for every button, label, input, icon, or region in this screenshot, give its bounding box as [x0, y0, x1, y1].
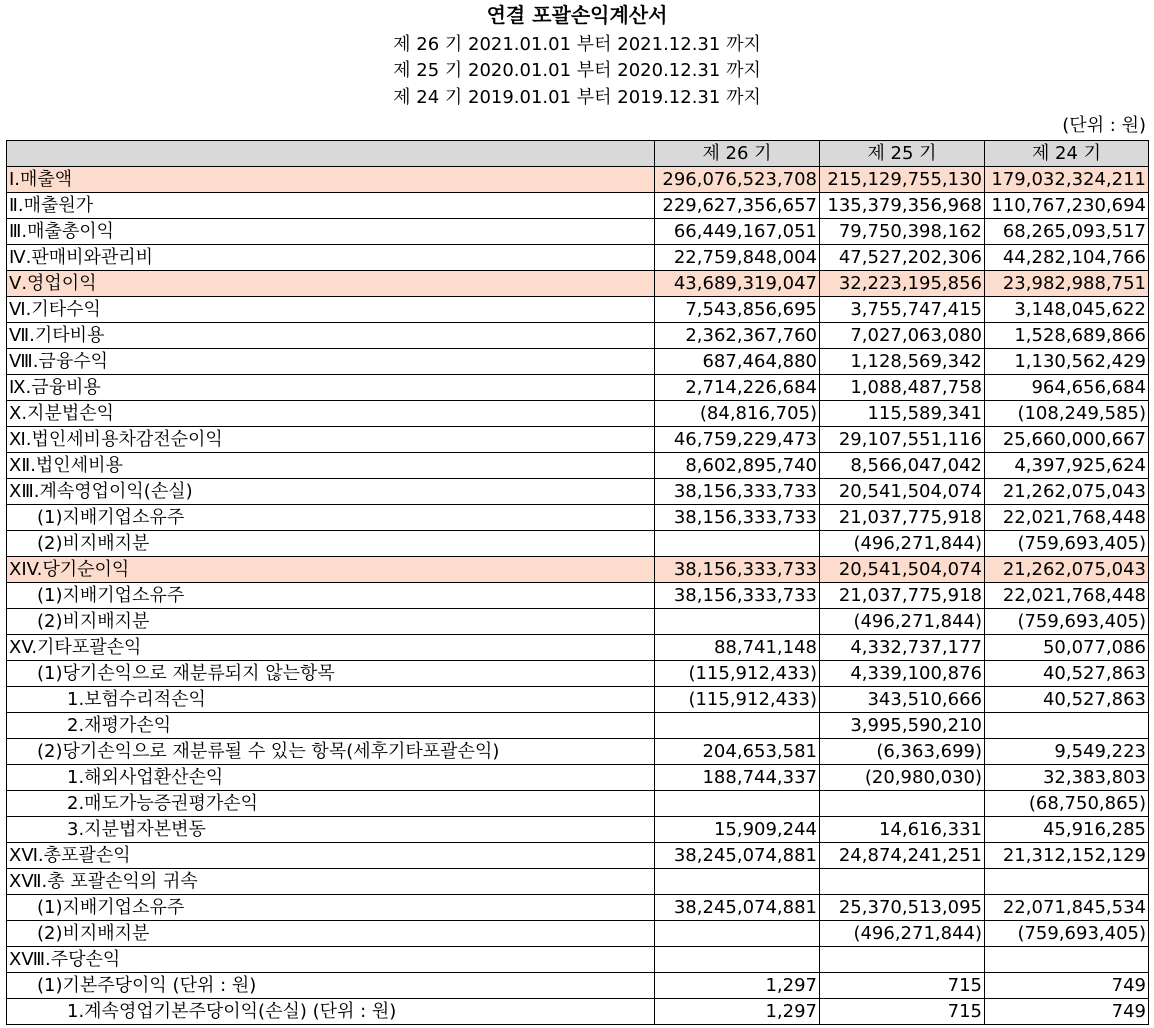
table-row — [7, 323, 1149, 349]
value-period-26: 296,076,523,708 — [655, 167, 820, 193]
value-period-25: 1,128,569,342 — [820, 349, 985, 375]
value-period-24: 22,071,845,534 — [985, 895, 1149, 921]
value-period-25: 4,339,100,876 — [820, 661, 985, 687]
table-row — [7, 453, 1149, 479]
unit-label: (단위 : 원) — [1062, 115, 1146, 136]
row-label: 2.재평가손익 — [7, 713, 655, 739]
value-period-26: (84,816,705) — [655, 401, 820, 427]
value-period-25: 343,510,666 — [820, 687, 985, 713]
table-row — [7, 765, 1149, 791]
value-period-24: (759,693,405) — [985, 531, 1149, 557]
value-period-24 — [985, 869, 1149, 895]
row-label: Ⅳ.판매비와관리비 — [7, 245, 655, 271]
value-period-26: 43,689,319,047 — [655, 271, 820, 297]
value-period-24: 4,397,925,624 — [985, 453, 1149, 479]
table-row — [7, 713, 1149, 739]
table-row — [7, 271, 1149, 297]
value-period-25: 715 — [820, 973, 985, 999]
table-row — [7, 193, 1149, 219]
row-label: (1)지배기업소유주 — [7, 505, 655, 531]
row-label: 1.보험수리적손익 — [7, 687, 655, 713]
value-period-24: 40,527,863 — [985, 661, 1149, 687]
column-header-period-25: 제 25 기 — [820, 141, 985, 167]
column-header-period-26: 제 26 기 — [655, 141, 820, 167]
row-label: Ⅰ.매출액 — [7, 167, 655, 193]
table-row — [7, 531, 1149, 557]
table-row — [7, 687, 1149, 713]
value-period-24: 23,982,988,751 — [985, 271, 1149, 297]
value-period-24: 32,383,803 — [985, 765, 1149, 791]
value-period-26: 38,156,333,733 — [655, 505, 820, 531]
value-period-26: 38,156,333,733 — [655, 583, 820, 609]
value-period-24: 9,549,223 — [985, 739, 1149, 765]
value-period-24: 21,262,075,043 — [985, 557, 1149, 583]
table-row — [7, 167, 1149, 193]
value-period-24: (108,249,585) — [985, 401, 1149, 427]
row-label: (1)지배기업소유주 — [7, 895, 655, 921]
table-row — [7, 583, 1149, 609]
value-period-24: 749 — [985, 999, 1149, 1025]
row-label: (2)비지배지분 — [7, 921, 655, 947]
value-period-24: 22,021,768,448 — [985, 583, 1149, 609]
value-period-25: 3,995,590,210 — [820, 713, 985, 739]
table-row — [7, 635, 1149, 661]
value-period-26: 38,156,333,733 — [655, 479, 820, 505]
value-period-25: (496,271,844) — [820, 531, 985, 557]
row-label: Ⅷ.금융수익 — [7, 349, 655, 375]
value-period-26: 66,449,167,051 — [655, 219, 820, 245]
value-period-25: 7,027,063,080 — [820, 323, 985, 349]
value-period-25: 47,527,202,306 — [820, 245, 985, 271]
value-period-25: 135,379,356,968 — [820, 193, 985, 219]
value-period-26: 229,627,356,657 — [655, 193, 820, 219]
table-row — [7, 973, 1149, 999]
value-period-24: (759,693,405) — [985, 609, 1149, 635]
table-row — [7, 661, 1149, 687]
table-row — [7, 999, 1149, 1025]
value-period-26 — [655, 947, 820, 973]
row-label: (2)비지배지분 — [7, 609, 655, 635]
value-period-24: 68,265,093,517 — [985, 219, 1149, 245]
row-label: Ⅶ.기타비용 — [7, 323, 655, 349]
value-period-25: 29,107,551,116 — [820, 427, 985, 453]
row-label: Ⅵ.기타수익 — [7, 297, 655, 323]
value-period-26: 22,759,848,004 — [655, 245, 820, 271]
value-period-24 — [985, 947, 1149, 973]
value-period-24: 964,656,684 — [985, 375, 1149, 401]
value-period-25: 8,566,047,042 — [820, 453, 985, 479]
value-period-26: 15,909,244 — [655, 817, 820, 843]
table-row — [7, 609, 1149, 635]
period-line-24: 제 24 기 2019.01.01 부터 2019.12.31 까지 — [393, 87, 761, 108]
value-period-25: (496,271,844) — [820, 921, 985, 947]
value-period-25: 20,541,504,074 — [820, 557, 985, 583]
period-line-26: 제 26 기 2021.01.01 부터 2021.12.31 까지 — [393, 34, 761, 55]
value-period-24: 25,660,000,667 — [985, 427, 1149, 453]
value-period-25: 3,755,747,415 — [820, 297, 985, 323]
value-period-25: 79,750,398,162 — [820, 219, 985, 245]
value-period-24: 110,767,230,694 — [985, 193, 1149, 219]
row-label: XV.기타포괄손익 — [7, 635, 655, 661]
value-period-25: (496,271,844) — [820, 609, 985, 635]
row-label: 3.지분법자본변동 — [7, 817, 655, 843]
table-row — [7, 895, 1149, 921]
table-row — [7, 843, 1149, 869]
row-label: (2)당기손익으로 재분류될 수 있는 항목(세후기타포괄손익) — [7, 739, 655, 765]
value-period-25: 21,037,775,918 — [820, 505, 985, 531]
table-row — [7, 245, 1149, 271]
value-period-25 — [820, 947, 985, 973]
value-period-26 — [655, 791, 820, 817]
table-row — [7, 219, 1149, 245]
value-period-26: 38,245,074,881 — [655, 843, 820, 869]
value-period-26: 7,543,856,695 — [655, 297, 820, 323]
value-period-25: 21,037,775,918 — [820, 583, 985, 609]
value-period-24: 3,148,045,622 — [985, 297, 1149, 323]
table-row — [7, 479, 1149, 505]
value-period-24: 40,527,863 — [985, 687, 1149, 713]
value-period-26: 2,362,367,760 — [655, 323, 820, 349]
value-period-26 — [655, 713, 820, 739]
row-label: ⅩⅢ.계속영업이익(손실) — [7, 479, 655, 505]
value-period-25 — [820, 869, 985, 895]
value-period-24 — [985, 713, 1149, 739]
value-period-24: 22,021,768,448 — [985, 505, 1149, 531]
row-label: 1.계속영업기본주당이익(손실) (단위 : 원) — [7, 999, 655, 1025]
row-label: Ⅱ.매출원가 — [7, 193, 655, 219]
row-label: XIV.당기순이익 — [7, 557, 655, 583]
value-period-26 — [655, 921, 820, 947]
table-row — [7, 739, 1149, 765]
value-period-24: 50,077,086 — [985, 635, 1149, 661]
value-period-25: 20,541,504,074 — [820, 479, 985, 505]
row-label: (1)기본주당이익 (단위 : 원) — [7, 973, 655, 999]
value-period-25: 24,874,241,251 — [820, 843, 985, 869]
table-row — [7, 375, 1149, 401]
value-period-26: 88,741,148 — [655, 635, 820, 661]
value-period-26: 1,297 — [655, 999, 820, 1025]
row-label: 1.해외사업환산손익 — [7, 765, 655, 791]
period-line-25: 제 25 기 2020.01.01 부터 2020.12.31 까지 — [393, 60, 761, 81]
table-header-row — [7, 141, 1149, 167]
value-period-24: 179,032,324,211 — [985, 167, 1149, 193]
value-period-25: 32,223,195,856 — [820, 271, 985, 297]
column-header-label — [7, 141, 655, 167]
value-period-25: 115,589,341 — [820, 401, 985, 427]
value-period-26: 2,714,226,684 — [655, 375, 820, 401]
value-period-25: 25,370,513,095 — [820, 895, 985, 921]
value-period-26: 188,744,337 — [655, 765, 820, 791]
income-statement-table — [6, 140, 1149, 1025]
value-period-26: 687,464,880 — [655, 349, 820, 375]
table-row — [7, 947, 1149, 973]
row-label: (1)지배기업소유주 — [7, 583, 655, 609]
row-label: Ⅲ.매출총이익 — [7, 219, 655, 245]
row-label: 2.매도가능증권평가손익 — [7, 791, 655, 817]
value-period-26: 46,759,229,473 — [655, 427, 820, 453]
value-period-25: (6,363,699) — [820, 739, 985, 765]
value-period-24: 44,282,104,766 — [985, 245, 1149, 271]
value-period-24: 21,262,075,043 — [985, 479, 1149, 505]
value-period-26 — [655, 609, 820, 635]
table-row — [7, 401, 1149, 427]
row-label: XⅥ.총포괄손익 — [7, 843, 655, 869]
row-label: (2)비지배지분 — [7, 531, 655, 557]
value-period-26: 8,602,895,740 — [655, 453, 820, 479]
value-period-24: 1,130,562,429 — [985, 349, 1149, 375]
table-row — [7, 297, 1149, 323]
table-row — [7, 349, 1149, 375]
row-label: Ⅺ.법인세비용차감전순이익 — [7, 427, 655, 453]
value-period-25 — [820, 791, 985, 817]
value-period-24: 749 — [985, 973, 1149, 999]
value-period-26: (115,912,433) — [655, 661, 820, 687]
row-label: Ⅹ.지분법손익 — [7, 401, 655, 427]
column-header-period-24: 제 24 기 — [985, 141, 1149, 167]
table-row — [7, 869, 1149, 895]
value-period-25: 215,129,755,130 — [820, 167, 985, 193]
statement-title: 연결 포괄손익계산서 — [486, 3, 668, 27]
value-period-25: 4,332,737,177 — [820, 635, 985, 661]
row-label: XⅦ.총 포괄손익의 귀속 — [7, 869, 655, 895]
table-row — [7, 427, 1149, 453]
value-period-24: (759,693,405) — [985, 921, 1149, 947]
row-label: Ⅸ.금융비용 — [7, 375, 655, 401]
table-row — [7, 505, 1149, 531]
table-row — [7, 921, 1149, 947]
value-period-25: 1,088,487,758 — [820, 375, 985, 401]
value-period-26 — [655, 531, 820, 557]
value-period-25: (20,980,030) — [820, 765, 985, 791]
row-label: ⅩⅡ.법인세비용 — [7, 453, 655, 479]
value-period-26: 38,156,333,733 — [655, 557, 820, 583]
value-period-24: 21,312,152,129 — [985, 843, 1149, 869]
row-label: XⅧ.주당손익 — [7, 947, 655, 973]
value-period-26: 204,653,581 — [655, 739, 820, 765]
value-period-26 — [655, 869, 820, 895]
table-row — [7, 791, 1149, 817]
value-period-26: 1,297 — [655, 973, 820, 999]
table-body — [7, 167, 1149, 1025]
value-period-24: 45,916,285 — [985, 817, 1149, 843]
value-period-24: 1,528,689,866 — [985, 323, 1149, 349]
value-period-26: (115,912,433) — [655, 687, 820, 713]
value-period-25: 715 — [820, 999, 985, 1025]
row-label: Ⅴ.영업이익 — [7, 271, 655, 297]
table-row — [7, 557, 1149, 583]
row-label: (1)당기손익으로 재분류되지 않는항목 — [7, 661, 655, 687]
value-period-26: 38,245,074,881 — [655, 895, 820, 921]
value-period-24: (68,750,865) — [985, 791, 1149, 817]
value-period-25: 14,616,331 — [820, 817, 985, 843]
table-row — [7, 817, 1149, 843]
